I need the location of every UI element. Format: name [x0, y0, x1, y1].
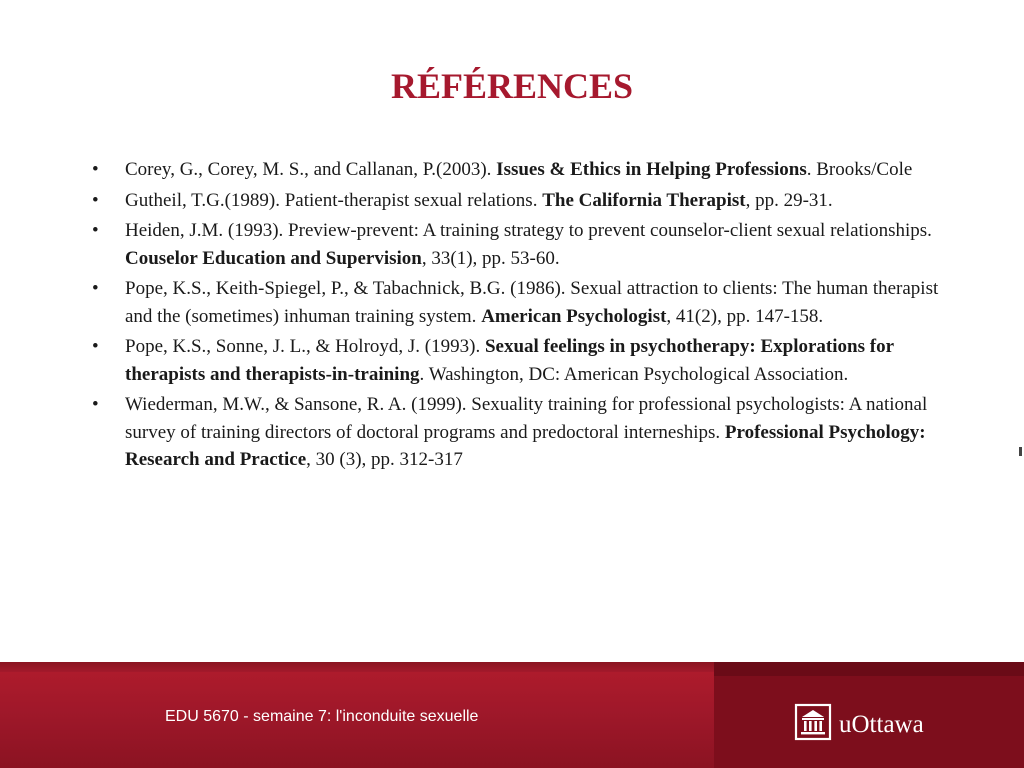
- bullet: •: [92, 394, 99, 415]
- reference-text: Wiederman, M.W., & Sansone, R. A. (1999). Sexuality training for professional psychologists: A national survey of training directors of doctoral programs and predoctoral interneships.: [125, 394, 928, 443]
- uottawa-logo-text: uOttawa: [839, 711, 924, 738]
- university-building-icon: [793, 702, 833, 742]
- reference-text: Corey, G., Corey, M. S., and Callanan, P.(2003).: [125, 159, 497, 180]
- reference-text: Pope, K.S., Keith-Spiegel, P., & Tabachnick, B.G. (1986). Sexual attraction to clients: The human therapist and the (sometimes) inhuman training system.: [125, 278, 939, 327]
- logo-panel: [714, 662, 1024, 768]
- reference-item: [92, 187, 940, 215]
- reference-title: Sexual feelings in psychotherapy: Explorations for therapists and therapists-in-training: [125, 336, 894, 385]
- bullet: •: [92, 159, 99, 180]
- reference-details: , 41(2), pp. 147-158.: [666, 305, 824, 327]
- slide-title: RÉFÉRENCES: [390, 66, 634, 106]
- reference-title: Couselor Education and Supervision: [125, 247, 422, 269]
- bullet: •: [92, 336, 99, 357]
- footer-bar: [0, 662, 1024, 768]
- reference-details: , 33(1), pp. 53-60.: [421, 247, 560, 269]
- bullet: •: [92, 220, 99, 241]
- edge-mark: [1019, 447, 1022, 456]
- reference-text: Heiden, J.M. (1993). Preview-prevent: A training strategy to prevent counselor-client sexual relationships.: [125, 220, 932, 241]
- course-label: EDU 5670 - semaine 7: l'inconduite sexuelle: [165, 708, 479, 725]
- reference-title: Professional Psychology: Research and Practice: [125, 421, 926, 470]
- reference-text: Pope, K.S., Sonne, J. L., & Holroyd, J. (1993).: [125, 336, 485, 357]
- reference-details: , pp. 29-31.: [745, 189, 833, 211]
- bullet: •: [92, 189, 99, 211]
- reference-item: [92, 333, 940, 388]
- reference-item: [92, 217, 940, 272]
- reference-item: [92, 391, 940, 474]
- reference-text: Gutheil, T.G.(1989). Patient-therapist sexual relations.: [125, 189, 543, 211]
- reference-details: . Washington, DC: American Psychological Association.: [419, 363, 849, 385]
- reference-item: [92, 275, 940, 330]
- reference-details: . Brooks/Cole: [806, 159, 913, 180]
- reference-details: , 30 (3), pp. 312-317: [306, 449, 463, 470]
- reference-item: [92, 156, 940, 184]
- bullet: •: [92, 278, 99, 299]
- reference-title: The California Therapist: [542, 189, 746, 211]
- reference-list: [92, 156, 940, 477]
- logo-panel-stripe: [714, 662, 1024, 676]
- reference-title: American Psychologist: [481, 305, 667, 327]
- reference-title: Issues & Ethics in Helping Professions: [496, 159, 807, 180]
